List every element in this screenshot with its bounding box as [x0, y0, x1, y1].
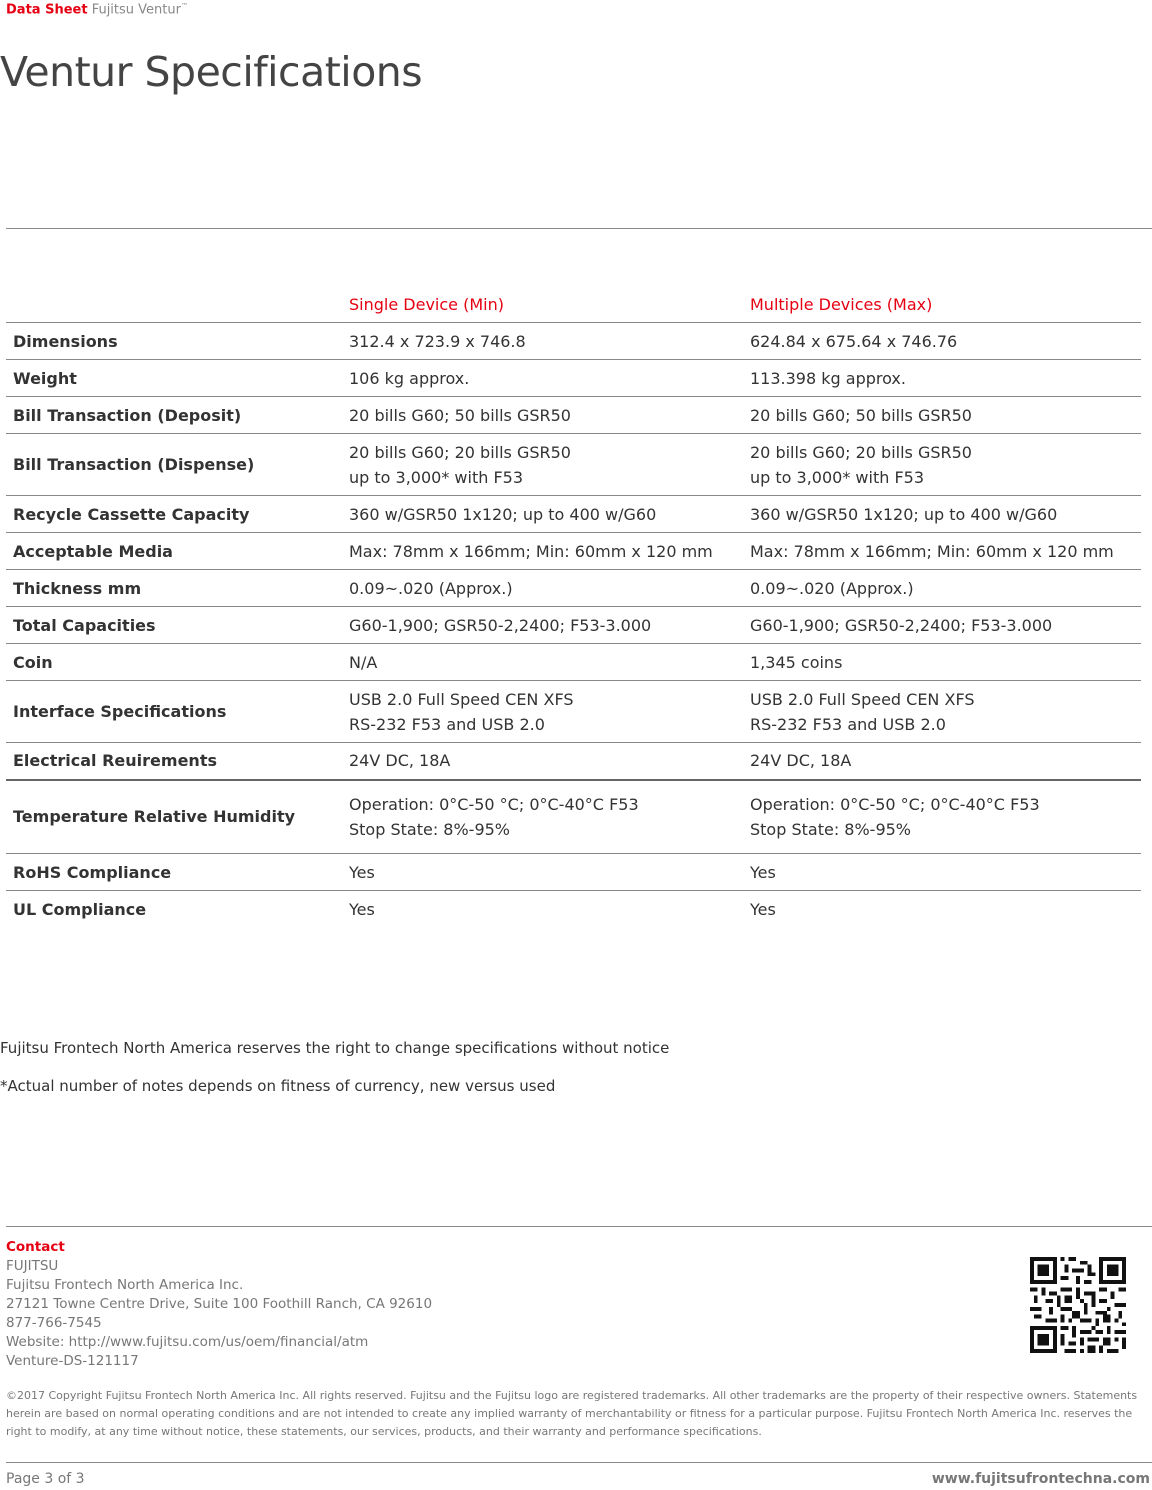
contact-company: FUJITSU: [6, 1258, 59, 1274]
table-row: [6, 644, 1141, 681]
single-value: [349, 681, 750, 743]
table-row: [6, 780, 1141, 854]
row-label: Interface Specifications: [6, 681, 349, 743]
contact-divider: [6, 1226, 1152, 1227]
multiple-value: [750, 780, 1141, 854]
column-header-multiple: Multiple Devices (Max): [750, 286, 1141, 323]
single-value: 20 bills G60; 50 bills GSR50: [349, 397, 750, 434]
table-row: [6, 607, 1141, 644]
row-label: Bill Transaction (Deposit): [6, 397, 349, 434]
row-label: Coin: [6, 644, 349, 681]
page-title: Ventur Specifications: [0, 48, 423, 96]
table-row: [6, 360, 1141, 397]
table-row: [6, 323, 1141, 360]
table-row: [6, 397, 1141, 434]
contact-phone: 877-766-7545: [6, 1315, 102, 1331]
value-line: 20 bills G60; 20 bills GSR50: [349, 442, 571, 462]
row-label: RoHS Compliance: [6, 854, 349, 891]
row-label: Bill Transaction (Dispense): [6, 434, 349, 496]
footnote: *Actual number of notes depends on fitness of currency, new versus used: [0, 1077, 556, 1095]
column-header-single: Single Device (Min): [349, 286, 750, 323]
value-line: USB 2.0 Full Speed CEN XFS: [349, 689, 574, 709]
table-row: [6, 743, 1141, 780]
value-line: Stop State: 8%-95%: [750, 819, 912, 839]
single-value: N/A: [349, 644, 750, 681]
table-row: [6, 891, 1141, 928]
trademark-mark: ™: [180, 2, 188, 10]
single-value: 360 w/GSR50 1x120; up to 400 w/G60: [349, 496, 750, 533]
table-row: [6, 854, 1141, 891]
table-row: [6, 533, 1141, 570]
single-value: 106 kg approx.: [349, 360, 750, 397]
multiple-value: G60-1,900; GSR50-2,2400; F53-3.000: [750, 607, 1141, 644]
row-label: Dimensions: [6, 323, 349, 360]
footer-divider: [6, 1462, 1152, 1463]
page-number: Page 3 of 3: [6, 1471, 85, 1487]
row-label: Weight: [6, 360, 349, 397]
row-label: Total Capacities: [6, 607, 349, 644]
multiple-value: 624.84 x 675.64 x 746.76: [750, 323, 1141, 360]
multiple-value: [750, 434, 1141, 496]
footer-website-link[interactable]: www.fujitsufrontechna.com: [931, 1471, 1150, 1487]
row-label: Temperature Relative Humidity: [6, 780, 349, 854]
single-value: 24V DC, 18A: [349, 743, 750, 780]
legal-text: ©2017 Copyright Fujitsu Frontech North America Inc. All rights reserved. Fujitsu and the Fujitsu logo are registered trademarks. All other trademarks are the property of their respective owners. Statements herein are based on normal operating conditions and are not intended to create any implied warranty of merchantability or fitness for a particular purpose. Fujitsu Frontech North America Inc. reserves the right to modify, at any time without notice, these statements, our services, products, and their warranty and performance specifications.: [6, 1389, 1138, 1438]
multiple-value: 360 w/GSR50 1x120; up to 400 w/G60: [750, 496, 1141, 533]
value-line: Operation: 0°C-50 °C; 0°C-40°C F53: [349, 794, 639, 814]
table-row: [6, 434, 1141, 496]
multiple-value: 20 bills G60; 50 bills GSR50: [750, 397, 1141, 434]
single-value: Yes: [349, 854, 750, 891]
multiple-value: Max: 78mm x 166mm; Min: 60mm x 120 mm: [750, 533, 1141, 570]
row-label: Recycle Cassette Capacity: [6, 496, 349, 533]
value-line: Operation: 0°C-50 °C; 0°C-40°C F53: [750, 794, 1040, 814]
contact-block: [6, 1238, 432, 1371]
header-product: Fujitsu Ventur: [91, 2, 181, 18]
single-value: G60-1,900; GSR50-2,2400; F53-3.000: [349, 607, 750, 644]
row-label: Thickness mm: [6, 570, 349, 607]
value-line: Stop State: 8%-95%: [349, 819, 511, 839]
reserve-note: Fujitsu Frontech North America reserves the right to change specifications without notice: [0, 1039, 670, 1057]
single-value: 0.09~.020 (Approx.): [349, 570, 750, 607]
table-row: [6, 570, 1141, 607]
multiple-value: [750, 681, 1141, 743]
specs-table: [6, 286, 1141, 928]
multiple-value: Yes: [750, 899, 776, 919]
contact-org: Fujitsu Frontech North America Inc.: [6, 1277, 244, 1293]
title-divider: [6, 228, 1152, 229]
multiple-value: 1,345 coins: [750, 644, 1141, 681]
row-label: Acceptable Media: [6, 533, 349, 570]
single-value: [349, 780, 750, 854]
column-header-empty: [6, 286, 349, 323]
multiple-value: 24V DC, 18A: [750, 743, 1141, 780]
table-row: [6, 681, 1141, 743]
value-line: up to 3,000* with F53: [750, 467, 925, 487]
contact-address: 27121 Towne Centre Drive, Suite 100 Foothill Ranch, CA 92610: [6, 1296, 433, 1312]
value-line: RS-232 F53 and USB 2.0: [750, 714, 946, 734]
multiple-value: 0.09~.020 (Approx.): [750, 570, 1141, 607]
multiple-value: Yes: [750, 854, 1141, 891]
row-label: UL Compliance: [13, 899, 147, 919]
value-line: USB 2.0 Full Speed CEN XFS: [750, 689, 975, 709]
single-value: Max: 78mm x 166mm; Min: 60mm x 120 mm: [349, 533, 750, 570]
row-label: Electrical Reuirements: [6, 743, 349, 780]
header-label: Data Sheet: [6, 2, 88, 18]
value-line: up to 3,000* with F53: [349, 467, 524, 487]
multiple-value: 113.398 kg approx.: [750, 360, 1141, 397]
contact-website: Website: http://www.fujitsu.com/us/oem/financial/atm: [6, 1334, 369, 1350]
single-value: [349, 434, 750, 496]
table-header-row: [6, 286, 1141, 323]
single-value: Yes: [349, 899, 375, 919]
value-line: RS-232 F53 and USB 2.0: [349, 714, 545, 734]
contact-doc-id: Venture-DS-121117: [6, 1353, 139, 1369]
document-header: [6, 2, 188, 17]
table-row: [6, 496, 1141, 533]
value-line: 20 bills G60; 20 bills GSR50: [750, 442, 972, 462]
qr-code-icon: [1030, 1257, 1126, 1353]
single-value: 312.4 x 723.9 x 746.8: [349, 323, 750, 360]
contact-label: Contact: [6, 1239, 65, 1255]
